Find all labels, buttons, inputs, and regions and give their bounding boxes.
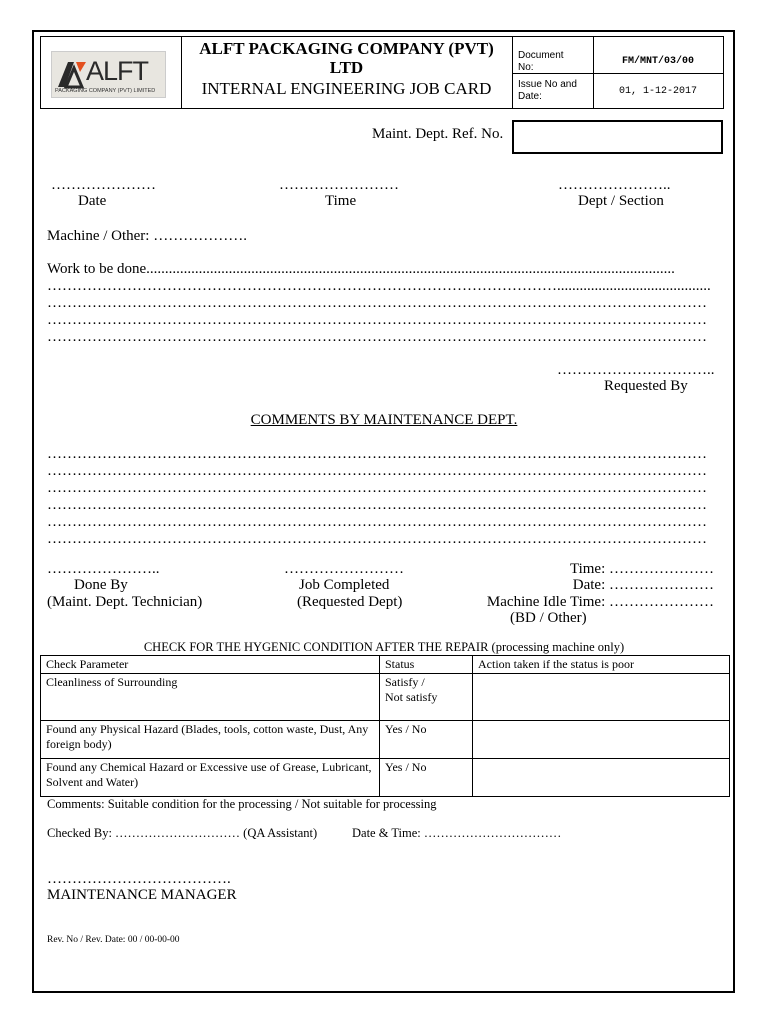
col-action: Action taken if the status is poor — [473, 656, 730, 674]
revision-info: Rev. No / Rev. Date: 00 / 00-00-00 — [47, 935, 180, 945]
row-status-line: Not satisfy — [385, 690, 438, 704]
col-status: Status — [380, 656, 473, 674]
issue-label-1: Issue No and — [518, 79, 577, 90]
hygiene-comments[interactable]: Comments: Suitable condition for the processing / Not suitable for processing — [47, 797, 437, 811]
row-status[interactable]: Yes / No — [380, 759, 473, 797]
time-field-signoff[interactable]: Time: ………………… — [569, 561, 714, 577]
form-title: INTERNAL ENGINEERING JOB CARD — [201, 79, 492, 98]
row-status[interactable]: Yes / No — [380, 721, 473, 759]
ref-no-input[interactable] — [512, 120, 723, 154]
issue-label-2: Date: — [518, 91, 542, 102]
machine-idle-sub: (BD / Other) — [510, 610, 587, 626]
header-box — [40, 36, 724, 109]
table-header-row — [41, 656, 730, 674]
document-no-label-1: Document — [518, 50, 564, 61]
dept-field[interactable]: ………………….. — [558, 177, 671, 193]
company-logo — [51, 51, 166, 98]
row-param: Found any Physical Hazard (Blades, tools, cotton waste, Dust, Any foreign body) — [41, 721, 380, 759]
hygiene-title: CHECK FOR THE HYGENIC CONDITION AFTER THE REPAIR (processing machine only) — [143, 640, 625, 654]
job-completed-field[interactable]: …………………… — [284, 561, 404, 577]
work-line[interactable]: …………………………………………………………………………………………………………………… — [47, 295, 707, 311]
requested-by-label: Requested By — [604, 378, 688, 394]
row-action[interactable] — [473, 759, 730, 797]
table-row — [41, 674, 730, 721]
document-no-value: FM/MNT/03/00 — [621, 56, 694, 67]
requested-by-field[interactable]: ………………………….. — [557, 362, 715, 378]
ref-no-label: Maint. Dept. Ref. No. — [372, 126, 504, 142]
comment-line[interactable]: …………………………………………………………………………………………………………………… — [47, 463, 707, 479]
done-by-sub: (Maint. Dept. Technician) — [47, 594, 203, 610]
comment-line[interactable]: …………………………………………………………………………………………………………………… — [47, 480, 707, 496]
checked-by-field[interactable]: Checked By: ………………………… (QA Assistant) — [47, 826, 318, 840]
comment-line[interactable]: …………………………………………………………………………………………………………………… — [47, 446, 707, 462]
company-name — [181, 39, 512, 77]
row-status[interactable] — [380, 674, 473, 721]
done-by-field[interactable]: ………………….. — [47, 561, 160, 577]
hygiene-table — [40, 655, 730, 797]
table-row — [41, 721, 730, 759]
date-field-signoff[interactable]: Date: ………………… — [572, 577, 714, 593]
manager-label: MAINTENANCE MANAGER — [47, 887, 237, 903]
logo-subtext: PACKAGING COMPANY (PVT) LIMITED — [55, 88, 156, 94]
company-name-line2: LTD — [329, 58, 364, 77]
dept-label: Dept / Section — [578, 193, 664, 209]
row-param: Found any Chemical Hazard or Excessive use of Grease, Lubricant, Solvent and Water) — [41, 759, 380, 797]
issue-value: 01, 1-12-2017 — [618, 86, 697, 97]
comment-line[interactable]: …………………………………………………………………………………………………………………… — [47, 531, 707, 547]
logo-text: ALFT — [86, 56, 149, 86]
date-label: Date — [78, 193, 107, 209]
row-status-line: Satisfy / — [385, 675, 425, 689]
issue-label — [518, 79, 577, 103]
comment-line[interactable]: …………………………………………………………………………………………………………………… — [47, 497, 707, 513]
job-completed-sub: (Requested Dept) — [297, 594, 403, 610]
row-action[interactable] — [473, 721, 730, 759]
date-time-field[interactable]: Date & Time: …………………………… — [352, 826, 562, 840]
row-action[interactable] — [473, 674, 730, 721]
comments-heading: COMMENTS BY MAINTENANCE DEPT. — [250, 412, 518, 428]
work-line[interactable]: …………………………………………………………………………………………………………………… — [47, 329, 707, 345]
comment-line[interactable]: …………………………………………………………………………………………………………………… — [47, 514, 707, 530]
document-no-label-2: No: — [518, 62, 534, 73]
date-field[interactable]: ………………… — [51, 177, 156, 193]
col-check-parameter: Check Parameter — [41, 656, 380, 674]
time-field[interactable]: …………………… — [279, 177, 399, 193]
work-line[interactable]: …………………………………………………………………………………………......................................... — [47, 278, 711, 294]
work-line[interactable]: …………………………………………………………………………………………………………………… — [47, 312, 707, 328]
done-by-label: Done By — [74, 577, 128, 593]
manager-signature-field[interactable]: ………………………………. — [47, 871, 231, 887]
machine-field[interactable]: Machine / Other: ………………. — [47, 228, 247, 244]
machine-idle-field[interactable]: Machine Idle Time: ………………… — [486, 594, 714, 610]
company-name-line1: ALFT PACKAGING COMPANY (PVT) — [199, 39, 494, 58]
table-row — [41, 759, 730, 797]
time-label: Time — [325, 193, 357, 209]
job-completed-label: Job Completed — [299, 577, 390, 593]
row-param: Cleanliness of Surrounding — [41, 674, 380, 721]
work-label[interactable]: Work to be done............................................................................................................................................. — [47, 261, 675, 277]
document-no-label — [518, 50, 564, 74]
